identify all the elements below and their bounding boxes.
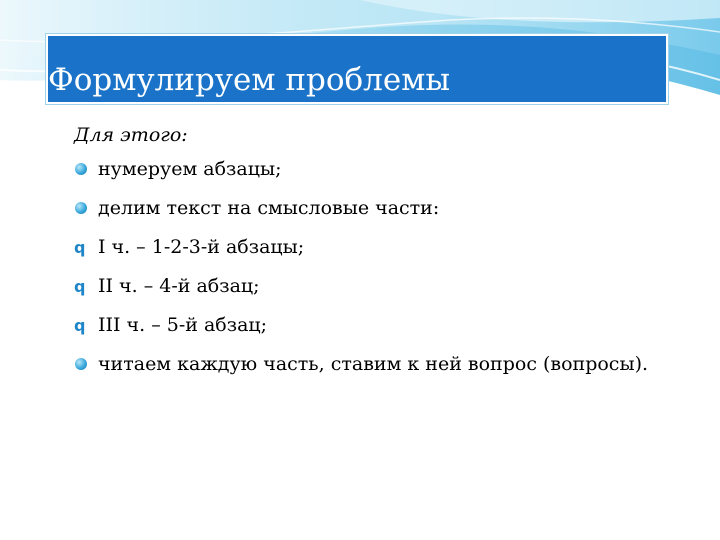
list-item <box>74 234 694 261</box>
checkbox-bullet-icon: q <box>74 238 86 257</box>
list-item-text: III ч. – 5-й абзац; <box>98 314 268 336</box>
list-item-text: нумеруем абзацы; <box>98 158 282 180</box>
list-item <box>74 273 694 300</box>
list-item <box>74 156 694 183</box>
list-item-text: I ч. – 1-2-3-й абзацы; <box>98 236 305 258</box>
list-item <box>74 351 694 378</box>
bullet-dot-icon <box>75 202 87 214</box>
title-bar <box>46 34 668 104</box>
content-area <box>74 118 694 390</box>
slide-title: Формулируем проблемы <box>48 62 451 98</box>
bullet-dot-icon <box>75 358 87 370</box>
list-item-text: делим текст на смысловые части: <box>98 197 440 219</box>
list-item-text: читаем каждую часть, ставим к ней вопрос (вопросы). <box>98 353 649 375</box>
bullet-dot-icon <box>75 163 87 175</box>
list-item-text: II ч. – 4-й абзац; <box>98 275 260 297</box>
checkbox-bullet-icon: q <box>74 277 86 296</box>
checkbox-bullet-icon: q <box>74 316 86 335</box>
list-item <box>74 312 694 339</box>
lead-text: Для этого: <box>74 124 188 146</box>
list-item <box>74 195 694 222</box>
